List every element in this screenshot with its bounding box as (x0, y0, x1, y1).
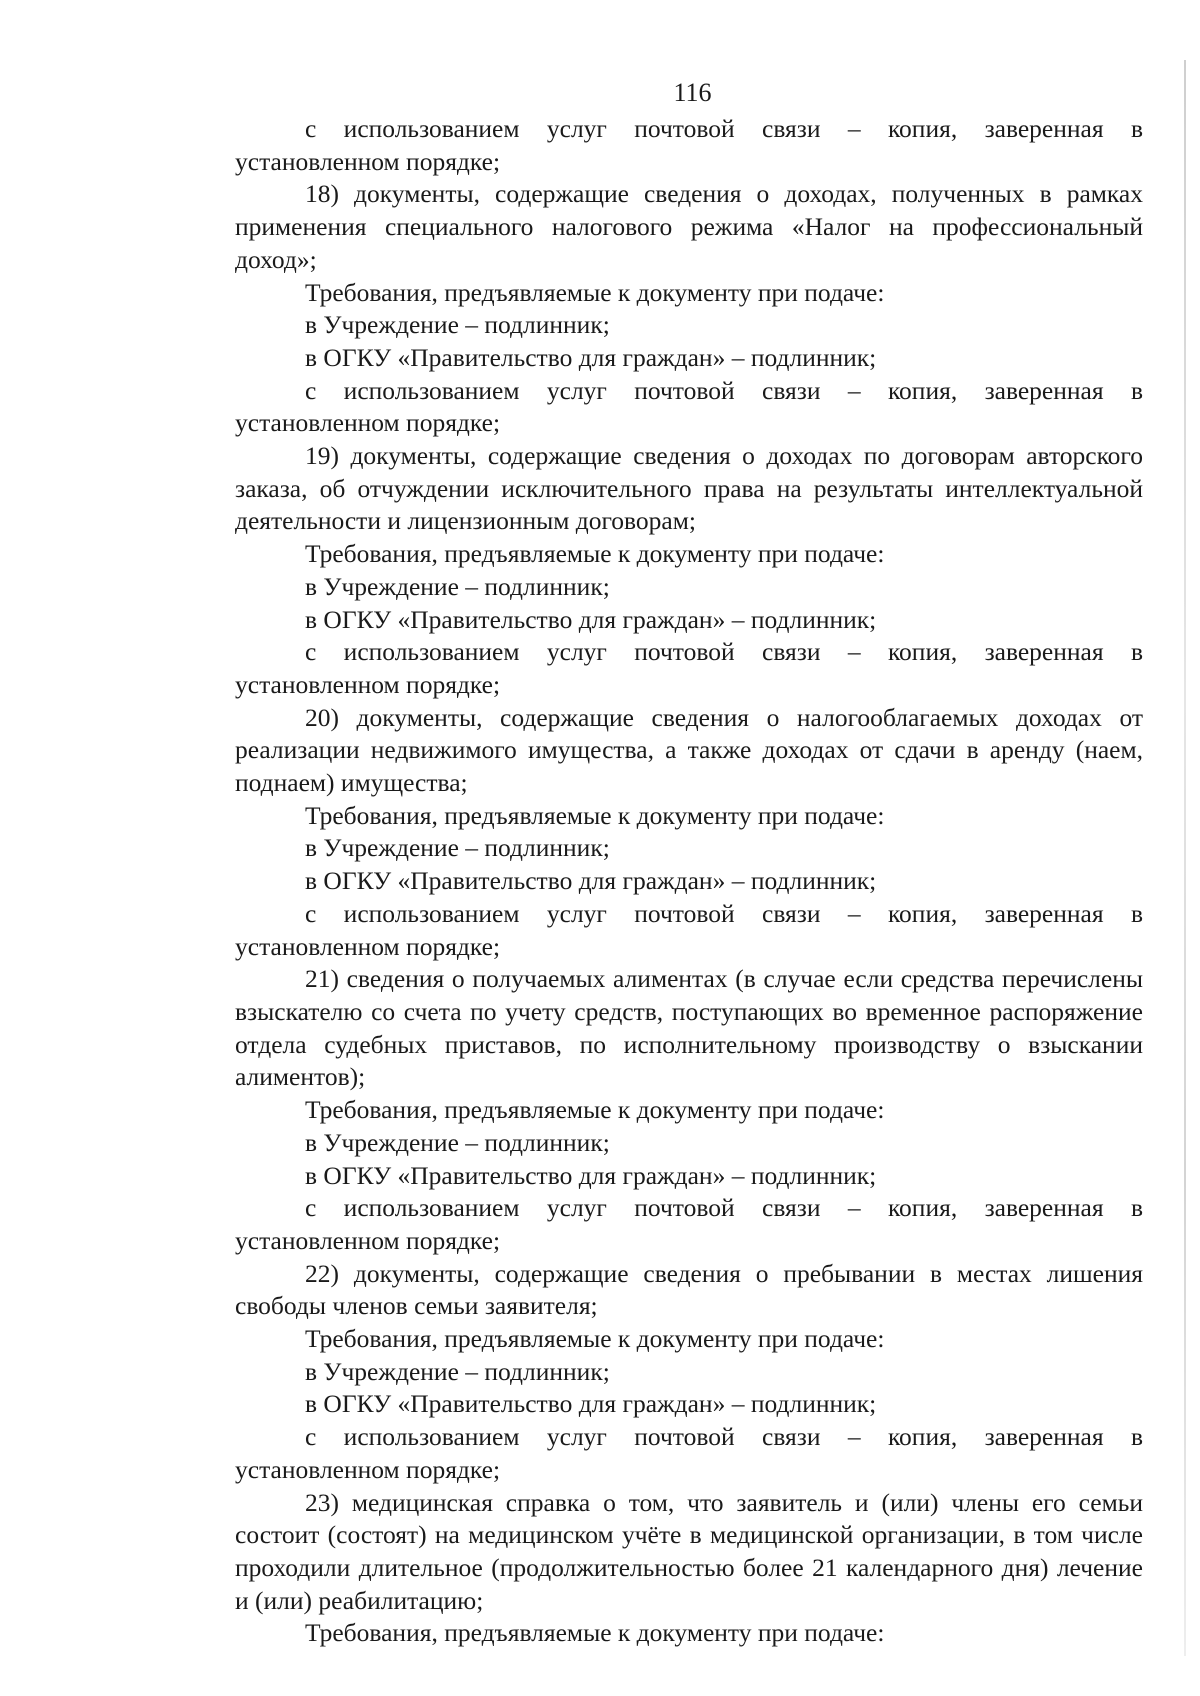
paragraph: в ОГКУ «Правительство для граждан» – подлинник; (305, 604, 877, 634)
paragraph: 20) документы, содержащие сведения о налогооблагаемых доходах от реализации недвижимого имущества, а также доходах от сдачи в аренду (наем, поднаем) имущества; (235, 702, 1143, 798)
paragraph: в ОГКУ «Правительство для граждан» – подлинник; (305, 1160, 877, 1190)
paragraph: Требования, предъявляемые к документу при подаче: (305, 1095, 885, 1125)
paragraph: в ОГКУ «Правительство для граждан» – подлинник; (305, 866, 877, 896)
paragraph: 22) документы, содержащие сведения о пребывании в местах лишения свободы членов семьи заявителя; (235, 1258, 1143, 1321)
paragraph: Требования, предъявляемые к документу при подаче: (305, 539, 885, 569)
paragraph: с использованием услуг почтовой связи – копия, заверенная в установленном порядке; (235, 898, 1143, 961)
paragraph: Требования, предъявляемые к документу при подаче: (305, 277, 885, 307)
scan-edge-shadow (1184, 60, 1186, 1656)
paragraph: с использованием услуг почтовой связи – копия, заверенная в установленном порядке; (235, 1193, 1143, 1255)
paragraph: в Учреждение – подлинник; (305, 1356, 610, 1386)
paragraph: в ОГКУ «Правительство для граждан» – подлинник; (305, 1389, 877, 1419)
paragraph: с использованием услуг почтовой связи – копия, заверенная в установленном порядке; (235, 114, 1143, 176)
paragraph: 18) документы, содержащие сведения о доходах, полученных в рамках применения специального налогового режима «Налог на профессиональный доход»; (235, 179, 1143, 274)
paragraph: в ОГКУ «Правительство для граждан» – подлинник; (305, 342, 877, 372)
page-number: 116 (673, 78, 712, 107)
paragraph: в Учреждение – подлинник; (305, 1127, 610, 1157)
paragraph: в Учреждение – подлинник; (305, 571, 610, 601)
paragraph: 21) сведения о получаемых алиментах (в случае если средства перечислены взыскателю со счета по учету средств, поступающих во временное распоряжение отдела судебных приставов, по исполнительному производству о взыскании алиментов); (235, 964, 1143, 1092)
paragraph: 19) документы, содержащие сведения о доходах по договорам авторского заказа, об отчуждении исключительного права на результаты интеллектуальной деятельности и лицензионным договорам; (235, 441, 1143, 536)
paragraph: в Учреждение – подлинник; (305, 833, 610, 863)
paragraph: с использованием услуг почтовой связи – копия, заверенная в установленном порядке; (235, 1422, 1143, 1484)
paragraph: Требования, предъявляемые к документу при подаче: (305, 800, 885, 830)
paragraph: с использованием услуг почтовой связи – копия, заверенная в установленном порядке; (235, 375, 1143, 438)
document-body (235, 113, 1143, 1650)
paragraph: с использованием услуг почтовой связи – копия, заверенная в установленном порядке; (235, 637, 1143, 699)
paragraph: Требования, предъявляемые к документу при подаче: (305, 1618, 885, 1648)
paragraph: в Учреждение – подлинник; (305, 310, 610, 340)
paragraph: Требования, предъявляемые к документу при подаче: (305, 1324, 885, 1354)
paragraph: 23) медицинская справка о том, что заявитель и (или) члены его семьи состоит (состоят) на медицинском учёте в медицинской организации, в том числе проходили длительное (продолжительностью более 21 календарного дня) лечение и (или) реабилитацию; (235, 1487, 1143, 1615)
